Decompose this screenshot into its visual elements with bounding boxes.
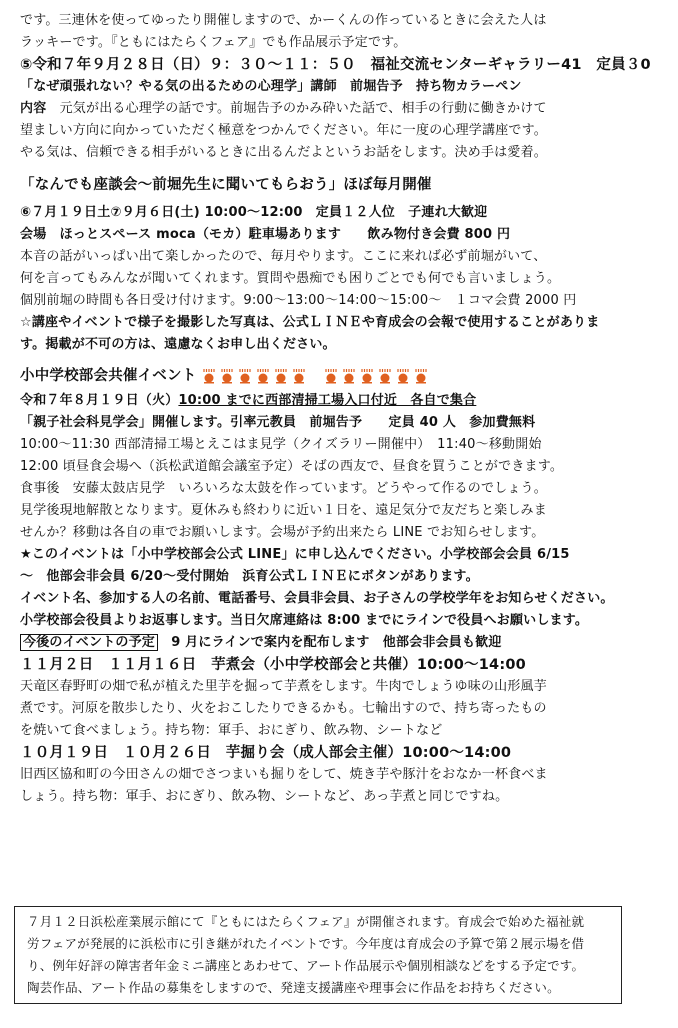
event5-content-line-1 bbox=[20, 98, 660, 120]
joint-event-meeting: 10:00 までに西部清掃工場入口付近 各自で集合 bbox=[178, 393, 477, 408]
sun-face-icon bbox=[414, 368, 428, 384]
intro-line-1: です。三連休を使ってゆったり開催しますので、かーくんの作っているときに会えた人は bbox=[20, 13, 547, 28]
imoni-line-1: 天竜区春野町の畑で私が植えた里芋を掘って芋煮をします。牛肉でしょうゆ味の山形風芋 bbox=[20, 679, 547, 694]
event5-content-text: 元気が出る心理学の話です。前堀告予のかみ砕いた話で、相手の行動に働きかけて bbox=[46, 101, 547, 116]
event5-content-line-2: 望ましい方向に向かっていただく極意をつかんでください。年に一度の心理学講座です。 bbox=[20, 123, 547, 138]
joint-event-date-prefix: 令和７年８月１９日（火） bbox=[20, 393, 179, 408]
photo-notice-1: ☆講座やイベントで様子を撮影した写真は、公式ＬＩＮＥや育成会の会報で使用することがありま bbox=[20, 315, 600, 330]
joint-event-apply-1: イベント名、参加する人の名前、電話番号、会員非会員、お子さんの学校学年をお知らせください。 bbox=[20, 591, 614, 606]
sun-face-icon bbox=[342, 368, 356, 384]
joint-event-line-2: 12:00 頃昼食会場へ（浜松武道館会議室予定）そばの西友で、昼食を買うことができます。 bbox=[20, 459, 564, 474]
event5-title: ⑤令和７年９月２８日（日）９：３０～１１：５０ 福祉交流センターギャラリー41 定員３0 bbox=[20, 57, 651, 73]
sun-face-icon bbox=[238, 368, 252, 384]
imohori-title: １０月１９日 １０月２６日 芋掘り会（成人部会主催）10:00～14:00 bbox=[20, 745, 512, 761]
sun-face-icon bbox=[256, 368, 270, 384]
fair-note-box bbox=[14, 906, 622, 1004]
sun-face-icon bbox=[360, 368, 374, 384]
joint-event-line-1: 10:00～11:30 西部清掃工場とえこはま見学（クイズラリー開催中） 11:40～移動開始 bbox=[20, 437, 542, 452]
document-page bbox=[20, 10, 660, 808]
fair-note-line-4: 陶芸作品、アート作品の募集をしますので、発達支援講座や理事会に作品をお持ちください。 bbox=[27, 980, 560, 995]
joint-event-date bbox=[20, 390, 660, 412]
photo-notice-2: す。掲載が不可の方は、遠慮なくお申し出ください。 bbox=[20, 337, 336, 352]
imoni-title: １１月２日 １１月１６日 芋煮会（小中学校部会と共催）10:00～14:00 bbox=[20, 657, 526, 673]
fair-note-line-1: ７月１２日浜松産業展示館にて『ともにはたらくフェア』が開催されます。育成会で始めた福祉就 bbox=[27, 914, 585, 929]
event5-subtitle: 「なぜ頑張れない？やる気の出るための心理学」講師 前堀告予 持ち物カラーペン bbox=[20, 79, 522, 94]
joint-event-line-4: 見学後現地解散となります。夏休みも終わりに近い１日を、遠足気分で友だちと楽しみま bbox=[20, 503, 547, 518]
upcoming-label-rest: 9 月にラインで案内を配布します 他部会非会員も歓迎 bbox=[158, 635, 502, 650]
zadankai-date-line: ⑥７月１９日土⑦９月６日(土) 10:00～12:00 定員１２人位 子連れ大歓迎 bbox=[20, 205, 488, 220]
sun-face-icon bbox=[378, 368, 392, 384]
joint-event-line-5: せんか？移動は各自の車でお願いします。会場が予約出来たら LINE でお知らせします。 bbox=[20, 525, 545, 540]
imoni-line-3: を焼いて食べましょう。持ち物：軍手、おにぎり、飲み物、シートなど bbox=[20, 723, 443, 738]
sun-face-icon bbox=[396, 368, 410, 384]
fair-note-line-3: り、例年好評の障害者年金ミニ講座とあわせて、アート作品展示や個別相談などをする予定です。 bbox=[27, 958, 585, 973]
zadankai-body-2: 何を言ってもみんなが聞いてくれます。質問や愚痴でも困りごとでも何でも言いましょう。 bbox=[20, 271, 561, 286]
upcoming-events bbox=[20, 632, 660, 654]
intro-line-2: ラッキーです。『ともにはたらくフェア』でも作品展示予定です。 bbox=[20, 35, 407, 50]
joint-event-heading-row bbox=[20, 362, 660, 390]
sun-face-icon bbox=[202, 368, 216, 384]
sun-decoration bbox=[202, 368, 446, 384]
joint-event-apply-2: 小学校部会役員よりお返事します。当日欠席連絡は 8:00 までにラインで役員へお願いします。 bbox=[20, 613, 589, 628]
sun-face-icon bbox=[324, 368, 338, 384]
zadankai-body-3: 個別前堀の時間も各日受け付けます。9:00～13:00～14:00～15:00～ １コマ会費 2000 円 bbox=[20, 293, 577, 308]
sun-face-icon bbox=[292, 368, 306, 384]
zadankai-heading: 「なんでも座談会～前堀先生に聞いてもらおう」ほぼ毎月開催 bbox=[20, 177, 432, 193]
joint-event-star-2: ～ 他部会非会員 6/20～受付開始 浜育公式ＬＩＮＥにボタンがあります。 bbox=[20, 569, 479, 584]
joint-event-line-3: 食事後 安藤太鼓店見学 いろいろな太鼓を作っています。どうやって作るのでしょう。 bbox=[20, 481, 547, 496]
sun-face-icon bbox=[220, 368, 234, 384]
joint-event-heading: 小中学校部会共催イベント bbox=[20, 368, 197, 384]
event5-content-line-3: やる気は、信頼できる相手がいるときに出るんだよというお話をします。決め手は愛着。 bbox=[20, 145, 547, 160]
upcoming-label: 今後のイベントの予定 bbox=[20, 634, 158, 651]
sun-face-icon bbox=[274, 368, 288, 384]
joint-event-title: 「親子社会科見学会」開催します。引率元教員 前堀告予 定員 40 人 参加費無料 bbox=[20, 415, 536, 430]
fair-note-line-2: 労フェアが発展的に浜松市に引き継がれたイベントです。今年度は育成会の予算で第２展示場を借 bbox=[27, 936, 585, 951]
zadankai-venue-line: 会場 ほっとスペース moca（モカ）駐車場あります 飲み物付き会費 800 円 bbox=[20, 227, 511, 242]
imoni-line-2: 煮です。河原を散歩したり、火をおこしたりできるかも。七輪出すので、持ち寄ったもの bbox=[20, 701, 547, 716]
imohori-line-2: しょう。持ち物：軍手、おにぎり、飲み物、シートなど、あっ芋煮と同じですね。 bbox=[20, 789, 509, 804]
zadankai-body-1: 本音の話がいっぱい出て楽しかったので、毎月やります。ここに来れば必ず前堀がいて、 bbox=[20, 249, 547, 264]
joint-event-star-1: ★このイベントは「小中学校部会公式 LINE」に申し込んでください。小学校部会会員 6/15 bbox=[20, 547, 570, 562]
imohori-line-1: 旧西区協和町の今田さんの畑でさつまいも掘りをして、焼き芋や豚汁をおなか一杯食べま bbox=[20, 767, 548, 782]
event5-content-label: 内容 bbox=[20, 101, 47, 116]
